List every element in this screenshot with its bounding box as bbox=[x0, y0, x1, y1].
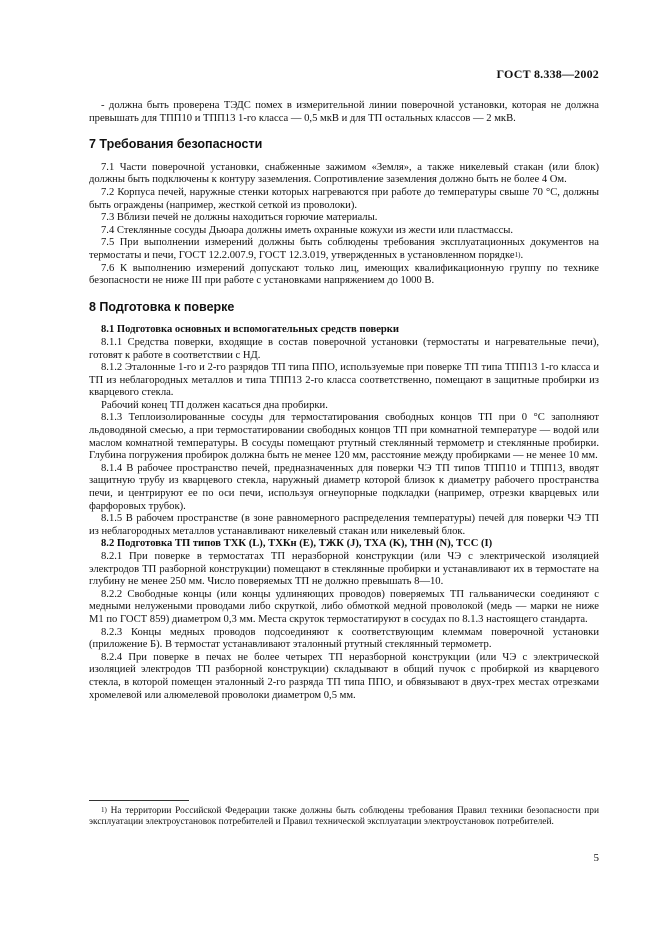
footnote-body: На территории Российской Федерации также должны быть соблюдены требования Правил техники безопасности при эксплуатации электроустановок потребителей и Правил технической эксплуатации электроустановок потребителей. bbox=[89, 806, 599, 828]
paragraph-7-5-text: 7.5 При выполнении измерений должны быть соблюдены требования эксплуатационных документов на термостаты и печи, ГОСТ 12.2.007.9, ГОСТ 12.3.019, утвержденных в установленном порядке bbox=[89, 237, 599, 261]
paragraph-8-1-2b: Рабочий конец ТП должен касаться дна пробирки. bbox=[101, 399, 328, 411]
paragraph-8-2-1: 8.2.1 При поверке в термостатах ТП неразборной конструкции (или ЧЭ с электрической изоляцией электродов ТП разборной конструкции) помещают в стеклянные пробирки и устанавливают их в термостате на глубину не менее 250 мм. Число поверяемых ТП не должно превышать 8—10. bbox=[89, 551, 599, 588]
footnote bbox=[89, 806, 599, 828]
footnote-text bbox=[89, 806, 599, 828]
paragraph-7-2: 7.2 Корпуса печей, наружные стенки которых нагреваются при работе до температуры свыше 70 °С, должны быть ограждены (например, жесткой сеткой из проволоки). bbox=[89, 186, 599, 211]
paragraph-7-3: 7.3 Вблизи печей не должны находиться горючие материалы. bbox=[101, 212, 378, 224]
paragraph-7-4: 7.4 Стеклянные сосуды Дьюара должны иметь охранные кожухи из жести или пластмассы. bbox=[101, 224, 514, 236]
section-7-heading: 7 Требования безопасности bbox=[89, 137, 263, 152]
paragraph-7-1: 7.1 Части поверочной установки, снабженные зажимом «Земля», а также никелевый стакан (или блок) должны быть подключены к контуру заземления. Сопротивление заземления должно быть не более 4 Ом. bbox=[89, 161, 599, 186]
footnote-reference: 1) bbox=[514, 250, 521, 259]
page-number: 5 bbox=[593, 852, 599, 864]
subsection-8-2-heading: 8.2 Подготовка ТП типов ТХК (L), ТХКн (E), ТЖК (J), ТХА (K), ТНН (N), ТСС (I) bbox=[101, 538, 493, 550]
paragraph-8-1-1: 8.1.1 Средства поверки, входящие в состав поверочной установки (термостаты и нагревательные печи), готовят к работе в соответствии с НД. bbox=[89, 336, 599, 361]
intro-paragraph: - должна быть проверена ТЭДС помех в измерительной линии поверочной установки, которая не должна превышать для ТПП10 и ТПП13 1-го класса — 0,5 мкВ и для ТП остальных классов — 2 мкВ. bbox=[89, 100, 599, 124]
footnote-separator bbox=[89, 800, 189, 801]
paragraph-8-1-2: 8.1.2 Эталонные 1-го и 2-го разрядов ТП типа ППО, используемые при поверке ТП типа ТПП13 1-го класса и ТП из неблагородных металлов и типа ТПП13 2-го класса соответственно, помещают в защитные пробирки из кварцевого стекла. bbox=[89, 362, 599, 399]
paragraph-8-1-3: 8.1.3 Теплоизолированные сосуды для термостатирования свободных концов ТП при 0 °С заполняют льдоводяной смесью, а при термостатировании свободных концов ТП при комнатной температуре — водой или маслом комнатной температуры. В сосуды помещают ртутный стеклянный термометр и стеклянные пробирки. Глубина погружения пробирок должна быть не менее 120 мм, расстояние между пробирками — не менее 10 мм. bbox=[89, 412, 599, 462]
paragraph-8-1-5: 8.1.5 В рабочем пространстве (в зоне равномерного распределения температуры) печей для поверки ЧЭ ТП из неблагородных металлов устанавливают никелевый стакан или никелевый блок. bbox=[89, 513, 599, 537]
paragraph-8-2-2: 8.2.2 Свободные концы (или концы удлиняющих проводов) поверяемых ТП гальванически соединяют с медными нелужеными проводами либо скруткой, либо обмоткой медной проволокой (медь — марки не ниже М1 по ГОСТ 859) диаметром 0,3 мм. Места скруток термостатируют в сосудах по 8.1.3 настоящего стандарта. bbox=[89, 588, 599, 625]
section-8-heading: 8 Подготовка к поверке bbox=[89, 299, 235, 314]
subsection-8-1-heading: 8.1 Подготовка основных и вспомогательных средств поверки bbox=[101, 324, 399, 336]
paragraph-7-6: 7.6 К выполнению измерений допускают только лиц, имеющих квалификационную группу по технике безопасности не ниже III при работе с установками напряжением до 1000 В. bbox=[89, 262, 599, 287]
paragraph-8-1-4: 8.1.4 В рабочее пространство печей, предназначенных для поверки ЧЭ ТП типов ТПП10 и ТПП13, вводят защитную трубу из кварцевого стекла, наружный диаметр которой близок к диаметру рабочего пространства печи, и центрируют ее по оси печи, используя огнеупорные подкладки (например, отрезки кварцевых или фарфоровых трубок). bbox=[89, 462, 599, 512]
paragraph-7-5 bbox=[89, 237, 599, 262]
document-body bbox=[89, 100, 599, 702]
paragraph-8-2-3: 8.2.3 Концы медных проводов подсоединяют к соответствующим клеммам поверочной установки (приложение Б). В термостат устанавливают эталонный ртутный стеклянный термометр. bbox=[89, 626, 599, 651]
footnote-marker: 1) bbox=[101, 806, 107, 814]
paragraph-8-2-4: 8.2.4 При поверке в печах не более четырех ТП неразборной конструкции (или ЧЭ с электрической изоляцией электродов ТП разборной конструкции) складывают в общий пучок с пробиркой из кварцевого стекла, в которой помещен эталонный 2-го разряда ТП типа ППО, и обвязывают в двух-трех местах отрезками хромелевой или алюмелевой проволоки диаметром 0,5 мм. bbox=[89, 651, 599, 701]
paragraph-7-5-end: . bbox=[520, 249, 524, 261]
page-header: ГОСТ 8.338—2002 bbox=[496, 67, 599, 81]
